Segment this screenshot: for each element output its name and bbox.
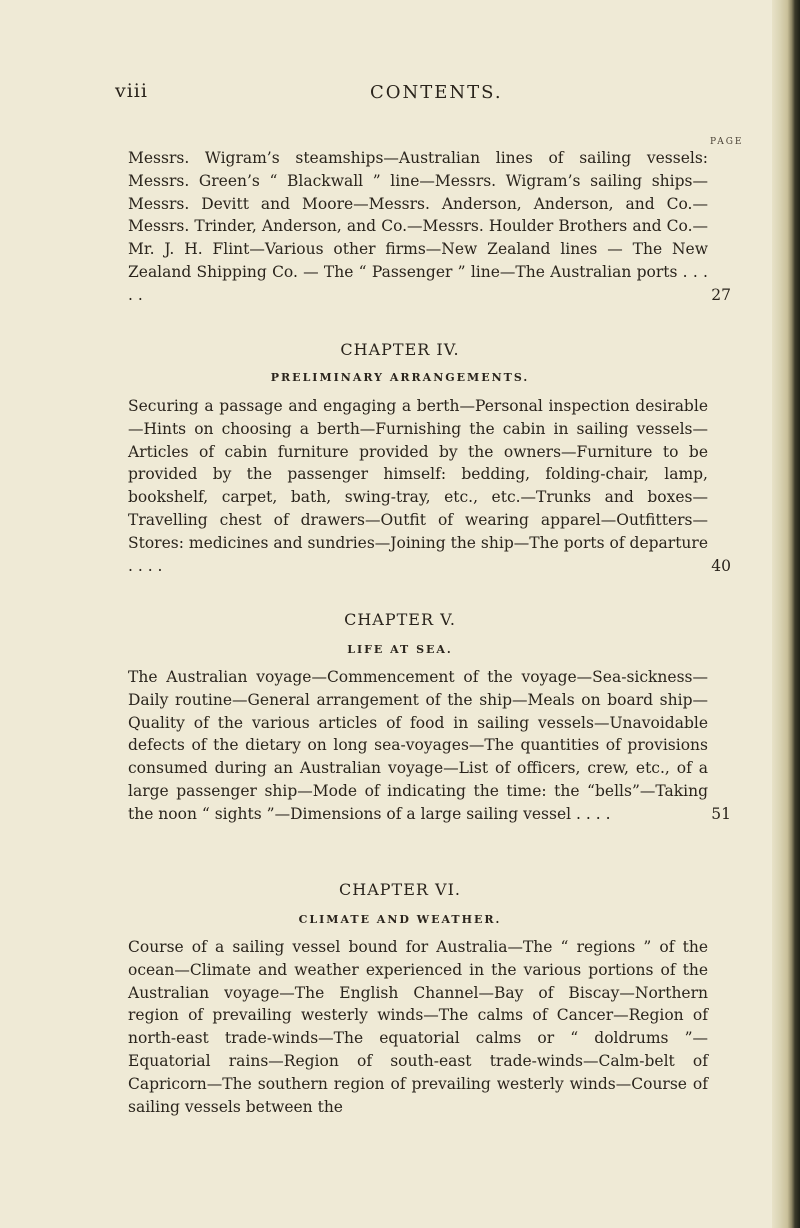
page-number: 51 <box>711 804 731 823</box>
page-number: 27 <box>711 285 731 304</box>
page-column-label: PAGE <box>710 137 744 147</box>
chapter-title: CHAPTER IV. <box>340 340 460 359</box>
contents-entry-chapter-5 <box>128 666 731 826</box>
chapter-title: CHAPTER V. <box>344 610 456 629</box>
contents-entry-chapter-6 <box>128 936 708 1118</box>
entry-text: Course of a sailing vessel bound for Australia—The “ regions ” of the ocean—Climate and weather experienced in the various portions of the Australian voyage—The English Channel—Bay of Biscay—Northern region of prevailing westerly winds—The calms of Cancer—Region of north-east trade-winds—The equatorial calms or “ doldrums ”—Equatorial rains—Region of south-east trade-winds—Calm-belt of Capricorn—The southern region of prevailing westerly winds—Course of sailing vessels between the <box>128 938 708 1116</box>
entry-text: The Australian voyage—Commencement of the voyage—Sea-sickness—Daily routine—General arrangement of the ship—Meals on board ship—Quality of the various articles of food in sailing vessels—Unavoidable defects of the dietary on long sea-voyages—The quantities of provisions consumed during an Australian voyage—List of officers, crew, etc., of a large passenger ship—Mode of indicating the time: the “bells”—Taking the noon “ sights ”—Dimensions of a large sailing vessel . . . . <box>128 668 708 823</box>
entry-text: Messrs. Wigram’s steamships—Australian lines of sailing vessels: Messrs. Green’s “ Blackwall ” line—Messrs. Wigram’s sailing ships—Messrs. Devitt and Moore—Messrs. Anderson, Anderson, and Co.—Messrs. Trinder, Anderson, and Co.—Messrs. Houlder Brothers and Co.—Mr. J. H. Flint—Various other firms—New Zealand lines — The New Zealand Shipping Co. — The “ Passenger ” line—The Australian ports . . . . . <box>128 149 708 304</box>
chapter-subtitle: LIFE AT SEA. <box>347 643 453 656</box>
entry-text: Securing a passage and engaging a berth—Personal inspection desirable—Hints on choosing a berth—Furnishing the cabin in sailing vessels—Articles of cabin furniture provided by the owners—Furniture to be provided by the passenger himself: bedding, folding-chair, lamp, bookshelf, carpet, bath, swing-tray, etc., etc.—Trunks and boxes—Travelling chest of drawers—Outfit of wearing apparel—Outfitters—Stores: medicines and sundries—Joining the ship—The ports of departure . . . . <box>128 397 708 575</box>
running-head: CONTENTS. <box>370 82 503 103</box>
contents-entry-chapter-4 <box>128 395 731 577</box>
chapter-subtitle: CLIMATE AND WEATHER. <box>298 913 502 926</box>
page-number: 40 <box>711 556 731 575</box>
page-header <box>0 80 800 110</box>
contents-entry-intro <box>128 147 731 307</box>
page-folio: viii <box>115 80 148 102</box>
chapter-subtitle: PRELIMINARY ARRANGEMENTS. <box>270 371 530 384</box>
chapter-title: CHAPTER VI. <box>339 880 461 899</box>
